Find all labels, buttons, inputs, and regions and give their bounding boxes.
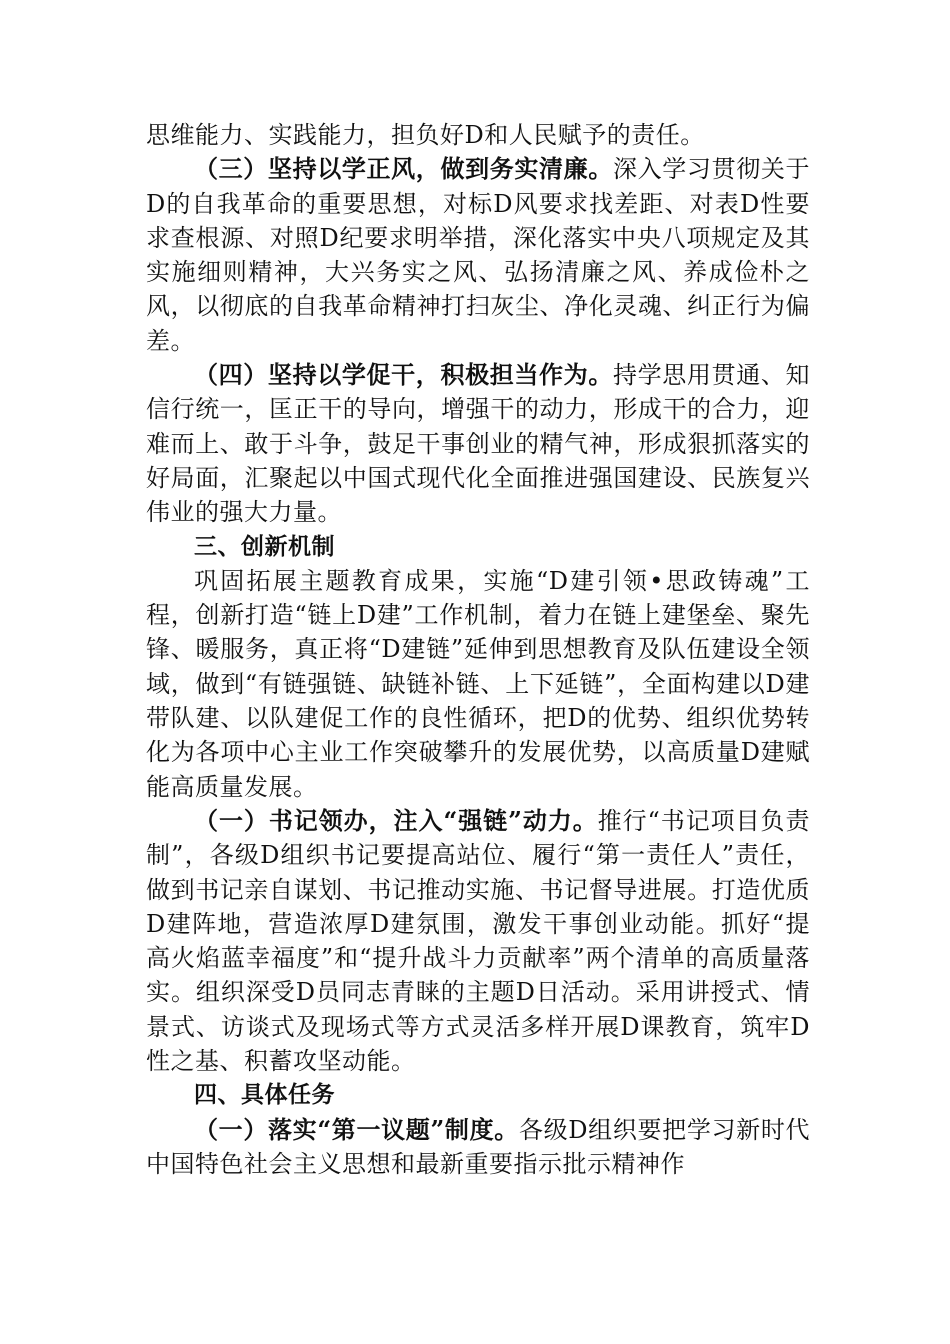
paragraph-text: 各级D组织要把学习新时代中国特色社会主义思想和最新重要指示批示精神作	[146, 1115, 811, 1178]
paragraph-text: 推行“书记项目负责制”，各级D组织书记要提高站位、履行“第一责任人”责任，做到书记亲自谋划、书记推动实施、书记督导进展。打造优质D建阵地，营造浓厚D建氛围，激发干事创业动能。抓好“提高火焰蓝幸福度”和“提升战斗力贡献率”两个清单的高质量落实。组织深受D员同志青睐的主题D日活动。采用讲授式、情景式、访谈式及现场式等方式灵活多样开展D课教育，筑牢D性之基、积蓄攻坚动能。	[146, 806, 810, 1076]
paragraph-text: 深入学习贯彻关于D的自我革命的重要思想，对标D风要求找差距、对表D性要求查根源、对照D纪要求明举措，深化落实中央八项规定及其实施细则精神，大兴务实之风、弘扬清廉之风、养成俭朴之风，以彻底的自我革命精神打扫灰尘、净化灵魂、纠正行为偏差。	[146, 155, 811, 355]
paragraph-lead: （四）坚持以学促干，积极担当作为。	[194, 360, 613, 390]
paragraph-lead: （三）坚持以学正风，做到务实清廉。	[194, 154, 613, 184]
paragraph-lead: （一）落实“第一议题”制度。	[194, 1114, 519, 1144]
paragraph-text: 巩固拓展主题教育成果，实施“D建引领•思政铸魂”工程，创新打造“链上D建”工作机制，着力在链上建堡垒、聚先锋、暖服务，真正将“D建链”延伸到思想教育及队伍建设全领域，做到“有链强链、缺链补链、上下延链”，全面构建以D建带队建、以队建促工作的良性循环，把D的优势、组织优势转化为各项中心主业工作突破攀升的发展优势，以高质量D建赋能高质量发展。	[146, 566, 810, 801]
section-heading-innovation: 三、创新机制	[194, 533, 335, 560]
paragraph-continuation	[146, 118, 810, 152]
paragraph-text: 持学思用贯通、知信行统一，匡正干的导向，增强干的动力，形成干的合力，迎难而上、敢于斗争，鼓足干事创业的精气神，形成狠抓落实的好局面，汇聚起以中国式现代化全面推进强国建设、民族复兴伟业的强大力量。	[146, 361, 811, 527]
paragraph-text: 思维能力、实践能力，担负好D和人民赋予的责任。	[146, 121, 705, 149]
paragraph-secretary-lead	[146, 804, 810, 1078]
paragraph-first-topic	[146, 1113, 810, 1182]
paragraph-innovation-intro	[146, 564, 810, 804]
paragraph-lead: （一）书记领办，注入“强链”动力。	[194, 805, 598, 835]
paragraph-section-4	[146, 358, 810, 529]
paragraph-section-3	[146, 152, 810, 358]
section-heading-tasks: 四、具体任务	[194, 1082, 335, 1109]
document-page	[146, 118, 810, 1181]
